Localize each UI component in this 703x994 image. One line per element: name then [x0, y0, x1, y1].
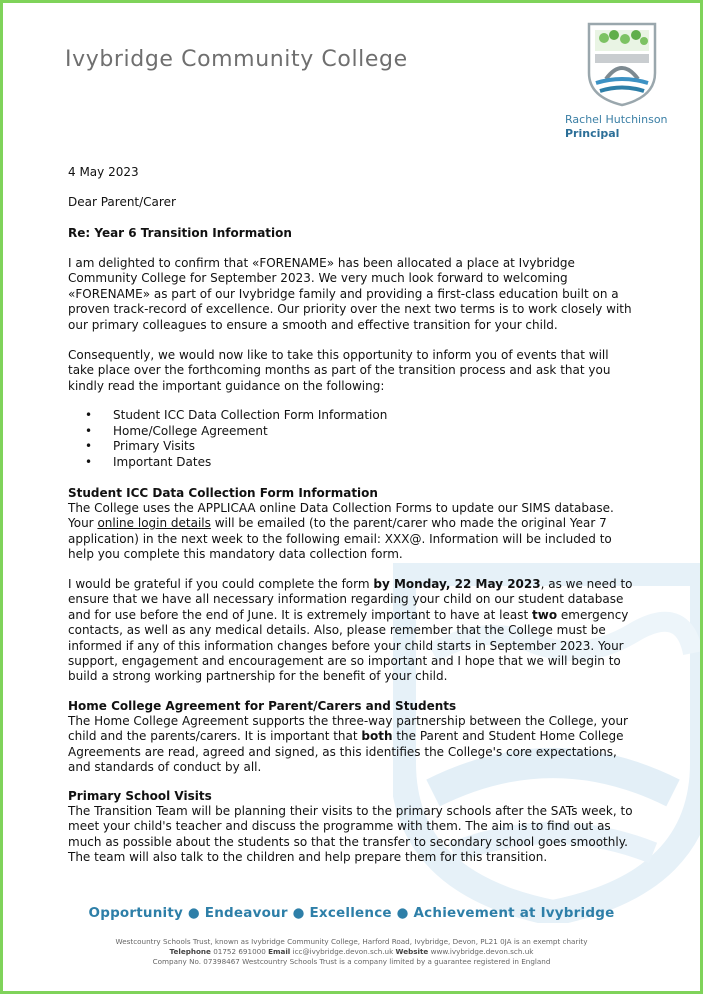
- topics-list: [68, 408, 638, 470]
- footer-charity-line: Westcountry Schools Trust, known as Ivybridge Community College, Harford Road, Ivybridge, Devon, PL21 0JA is an exempt charity: [115, 937, 588, 946]
- online-login-details-link[interactable]: online login details: [97, 516, 211, 531]
- website-address[interactable]: www.ivybridge.devon.sch.uk: [430, 947, 534, 956]
- list-item: • Home/College Agreement: [68, 424, 638, 440]
- text-span: , as we need to ensure that we have all necessary information regarding your child on our student database and for use before the end of June. It is extremely important to have at least: [68, 577, 633, 622]
- text-span: The College uses the APPLICAA online Data Collection Forms to update our SIMS database. Your: [68, 501, 614, 531]
- letter-salutation: Dear Parent/Carer: [68, 195, 176, 209]
- list-item: • Important Dates: [68, 455, 638, 471]
- college-name: Ivybridge Community College: [65, 47, 408, 72]
- principal-block: [565, 113, 668, 141]
- college-crest-logo: [586, 21, 658, 107]
- section-heading-data-collection: Student ICC Data Collection Form Information: [68, 486, 378, 500]
- section-heading-home-college: Home College Agreement for Parent/Carers and Students: [68, 699, 457, 713]
- letter-date: 4 May 2023: [68, 165, 139, 179]
- letter-page: [3, 3, 700, 991]
- section-heading-primary-visits: Primary School Visits: [68, 789, 212, 803]
- letter-subject: Re: Year 6 Transition Information: [68, 226, 292, 240]
- paragraph-intro: I am delighted to confirm that «FORENAME» has been allocated a place at Ivybridge Community College for September 2023. We very much look forward to welcoming «FORENAME» as part of our Ivybridge family and providing a first-class education built on a proven track-record of excellence. Our priority over the next two terms is to work closely with our primary colleagues to ensure a smooth and effective transition for your child.: [68, 256, 632, 332]
- list-item: • Student ICC Data Collection Form Information: [68, 408, 638, 424]
- deadline-date: by Monday, 22 May 2023: [373, 577, 541, 591]
- telephone-label: Telephone: [169, 947, 211, 956]
- text-span: emergency contacts, as well as any medical details. Also, please remember that the College must be informed if any of this information changes before your child starts in September 2023. Your support, engagement and encouragement are so important and I hope that we will begin to build a strong working partnership for the benefit of your child.: [68, 607, 629, 684]
- email-label: Email: [268, 947, 291, 956]
- text-span: I would be grateful if you could complete the form: [68, 577, 374, 591]
- telephone-number: 01752 691000: [213, 947, 266, 956]
- paragraph-data-collection: [68, 501, 638, 563]
- emphasis-both: both: [361, 729, 393, 744]
- paragraph-consequently: Consequently, we would now like to take this opportunity to inform you of events that will take place over the forthcoming months as part of the transition process and ask that you kindly read the important guidance on the following:: [68, 348, 611, 393]
- text-span: will be emailed (to the parent/carer who made the original Year 7 application) in the next week to the following email: XXX@. Information will be included to help you complete this mandatory data collection form.: [68, 516, 612, 562]
- text-span: The Home College Agreement supports the three-way partnership between the College, your child and the parents/carers. It is important that: [68, 714, 628, 744]
- principal-title: Principal: [565, 127, 620, 140]
- email-address[interactable]: icc@ivybridge.devon.sch.uk: [292, 947, 394, 956]
- list-item: • Primary Visits: [68, 439, 638, 455]
- emphasis-two: two: [532, 607, 558, 622]
- website-label: Website: [395, 947, 429, 956]
- paragraph-home-college: [68, 714, 638, 776]
- paragraph-primary-visits: The Transition Team will be planning their visits to the primary schools after the SATs week, to meet your child's teacher and discuss the programme with them. The aim is to find out as much as possible about the students so that the transfer to secondary school goes smoothly. The team will also talk to the children and help prepare them for this transition.: [68, 804, 633, 865]
- text-span: the Parent and Student Home College Agreements are read, agreed and signed, as this identifies the College's core expectations, and standards of conduct by all.: [68, 729, 624, 775]
- footer-motto: Opportunity ● Endeavour ● Excellence ● Achievement at Ivybridge: [88, 905, 615, 921]
- footer-contact-line: [3, 947, 700, 957]
- paragraph-deadline: [68, 577, 638, 685]
- principal-name: Rachel Hutchinson: [565, 113, 668, 126]
- footer-company-line: Company No. 07398467 Westcountry Schools Trust is a company limited by a guarantee registered in England: [152, 957, 551, 966]
